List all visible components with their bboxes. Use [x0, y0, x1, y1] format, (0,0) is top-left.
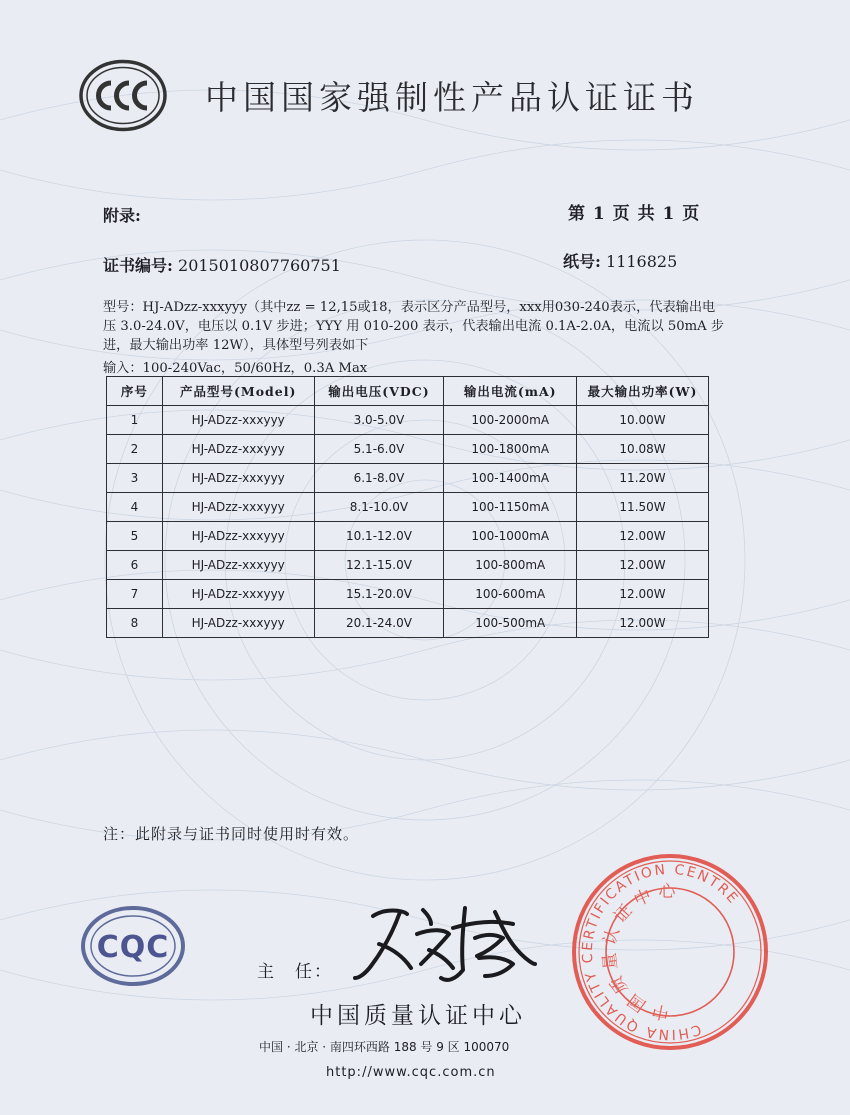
table-cell: 11.20W	[577, 464, 709, 493]
table-cell: 8.1-10.0V	[314, 493, 444, 522]
table-row	[107, 493, 709, 522]
table-cell: 6	[107, 551, 163, 580]
table-cell: HJ-ADzz-xxxyyy	[162, 493, 314, 522]
column-header: 最大输出功率(W)	[577, 377, 709, 406]
appendix-label: 附录:	[103, 206, 141, 225]
table-cell: 100-1400mA	[444, 464, 577, 493]
description-line: 压 3.0-24.0V，电压以 0.1V 步进；YYY 用 010-200 表示，代表输出电流 0.1A-2.0A，电流以 50mA 步	[103, 319, 725, 334]
table-cell: HJ-ADzz-xxxyyy	[162, 406, 314, 435]
director-label: 主 任：	[257, 962, 333, 982]
table-cell: HJ-ADzz-xxxyyy	[162, 580, 314, 609]
certificate-number-value: 2015010807760751	[178, 256, 341, 275]
column-header: 序号	[107, 377, 163, 406]
certificate-number	[103, 253, 341, 276]
input-spec: 输入：100-240Vac，50/60Hz，0.3A Max	[103, 361, 368, 376]
table-cell: 12.00W	[577, 609, 709, 638]
validity-note: 注：此附录与证书同时使用时有效。	[103, 825, 360, 843]
table-cell: 12.00W	[577, 522, 709, 551]
table-cell: 100-2000mA	[444, 406, 577, 435]
center-address: 中国 · 北京 · 南四环西路 188 号 9 区 100070	[259, 1040, 510, 1054]
table-cell: 100-600mA	[444, 580, 577, 609]
table-cell: 3	[107, 464, 163, 493]
svg-text:CQC: CQC	[96, 930, 170, 965]
paper-number-label: 纸号:	[563, 252, 601, 271]
page-indicator: 第 1 页 共 1 页	[568, 204, 701, 224]
table-cell: 10.08W	[577, 435, 709, 464]
column-header: 输出电压(VDC)	[314, 377, 444, 406]
table-cell: 1	[107, 406, 163, 435]
table-cell: HJ-ADzz-xxxyyy	[162, 551, 314, 580]
table-cell: 10.1-12.0V	[314, 522, 444, 551]
center-website-link[interactable]: http://www.cqc.com.cn	[326, 1065, 496, 1080]
column-header: 输出电流(mA)	[444, 377, 577, 406]
table-row	[107, 464, 709, 493]
table-cell: HJ-ADzz-xxxyyy	[162, 522, 314, 551]
document-title: 中国国家强制性产品认证证书	[205, 78, 699, 117]
table-cell: 10.00W	[577, 406, 709, 435]
table-cell: 4	[107, 493, 163, 522]
table-cell: 11.50W	[577, 493, 709, 522]
table-cell: 5	[107, 522, 163, 551]
column-header: 产品型号(Model)	[162, 377, 314, 406]
table-cell: 100-1150mA	[444, 493, 577, 522]
table-cell: 100-800mA	[444, 551, 577, 580]
table-cell: 6.1-8.0V	[314, 464, 444, 493]
model-table	[106, 376, 709, 638]
table-cell: 100-1800mA	[444, 435, 577, 464]
table-cell: 12.00W	[577, 580, 709, 609]
table-cell: 7	[107, 580, 163, 609]
table-cell: HJ-ADzz-xxxyyy	[162, 435, 314, 464]
description-line: 型号：HJ-ADzz-xxxyyy（其中zz = 12,15或18，表示区分产品型号，xxx用030-240表示，代表输出电	[103, 300, 716, 315]
description-line: 进，最大输出功率 12W），具体型号列表如下	[103, 338, 369, 353]
cqc-logo-icon	[78, 904, 188, 988]
table-cell: 3.0-5.0V	[314, 406, 444, 435]
table-row	[107, 551, 709, 580]
paper-number	[563, 249, 677, 272]
seal-outer-text: CHINA QUALITY CERTIFICATION CENTRE	[579, 861, 742, 1043]
table-cell: HJ-ADzz-xxxyyy	[162, 609, 314, 638]
table-header-row	[107, 377, 709, 406]
certificate-number-label: 证书编号:	[103, 256, 173, 275]
issuing-center-name: 中国质量认证中心	[310, 1003, 526, 1029]
signature-icon	[345, 898, 540, 988]
table-cell: 20.1-24.0V	[314, 609, 444, 638]
table-row	[107, 435, 709, 464]
table-cell: 5.1-6.0V	[314, 435, 444, 464]
ccc-logo-icon	[78, 58, 168, 133]
table-cell: 2	[107, 435, 163, 464]
paper-number-value: 1116825	[606, 252, 678, 271]
table-cell: 15.1-20.0V	[314, 580, 444, 609]
table-row	[107, 580, 709, 609]
table-row	[107, 609, 709, 638]
seal-icon	[570, 852, 770, 1052]
table-row	[107, 522, 709, 551]
table-cell: HJ-ADzz-xxxyyy	[162, 464, 314, 493]
table-cell: 100-1000mA	[444, 522, 577, 551]
table-cell: 12.1-15.0V	[314, 551, 444, 580]
table-row	[107, 406, 709, 435]
table-cell: 12.00W	[577, 551, 709, 580]
table-cell: 8	[107, 609, 163, 638]
model-description	[103, 298, 773, 355]
seal-inner-text: 中国质量认证中心	[599, 881, 682, 1023]
table-cell: 100-500mA	[444, 609, 577, 638]
